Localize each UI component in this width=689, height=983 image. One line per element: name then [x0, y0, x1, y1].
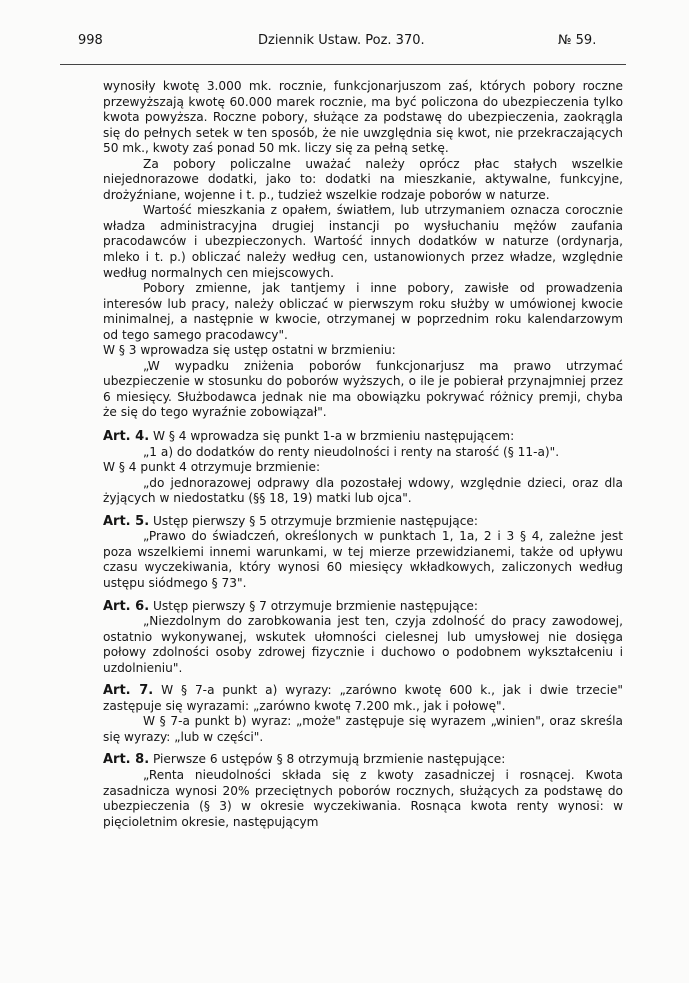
paragraph [103, 343, 623, 359]
paragraph [103, 529, 623, 591]
paragraph-text: Za pobory policzalne uważać należy oprócz płac stałych wszelkie niejednorazowe dodatki, jako to: dodatki na mieszkanie, aktywalne, funkcyjne, drożyźniane, wojenne i t. p., tudzież wszelkie rodzaje poborów w naturze. [103, 156, 623, 202]
paragraph [103, 460, 623, 476]
paragraph [103, 203, 623, 281]
paragraph-text: W § 4 punkt 4 otrzymuje brzmienie: [103, 460, 321, 475]
issue-number: № 59. [558, 33, 597, 48]
paragraph-text: Pierwsze 6 ustępów § 8 otrzymują brzmienie następujące: [149, 752, 506, 767]
journal-title: Dziennik Ustaw. Poz. 370. [258, 33, 425, 48]
paragraph-text: Ustęp pierwszy § 7 otrzymuje brzmienie następujące: [149, 598, 478, 613]
page-number: 998 [78, 33, 103, 48]
paragraph-text: W § 4 wprowadza się punkt 1-a w brzmieniu następującem: [149, 429, 515, 444]
article-paragraph [103, 752, 623, 768]
paragraph [103, 359, 623, 421]
article-paragraph [103, 599, 623, 615]
paragraph-text: „Renta nieudolności składa się z kwoty zasadniczej i rosnącej. Kwota zasadnicza wynosi 20% przeciętnych poborów rocznych, służących za podstawę do ubezpieczenia (§ 3) w okresie wyczekiwania. Rosnąca kwota renty wynosi: w pięcioletnim okresie, następującym [103, 767, 623, 829]
paragraph [103, 157, 623, 204]
document-body [103, 79, 623, 830]
paragraph-text: „Niezdolnym do zarobkowania jest ten, czyja zdolność do pracy zawodowej, ostatnio wykonywanej, wskutek ułomności cielesnej lub umysłowej nie dosięga połowy zdolności osoby zdrowej fizycznie i duchowo o podobnem wykształceniu i uzdolnieniu". [103, 614, 623, 675]
page-header [0, 0, 689, 60]
paragraph [103, 476, 623, 507]
article-label: Art. 4. [103, 429, 150, 445]
paragraph [103, 614, 623, 676]
header-rule [60, 64, 626, 65]
article-paragraph [103, 683, 623, 714]
article-label: Art. 7. [103, 683, 154, 699]
paragraph-text: „W wypadku zniżenia poborów funkcjonarjusz ma prawo utrzymać ubezpieczenie w stosunku do poborów wyższych, o ile je pobierał przynajmniej przez 6 miesięcy. Służbodawca jednak nie ma obowiązku pokrywać różnicy premji, chyba że się do tego wyraźnie zobowiązał". [103, 358, 623, 420]
article-label: Art. 8. [103, 752, 150, 768]
paragraph-text: wynosiły kwotę 3.000 mk. rocznie, funkcjonarjuszom zaś, których pobory roczne przewyższają kwotę 60.000 marek rocznie, ma być policzona do ubezpieczenia tylko kwota powyższa. Roczne pobory, służące za podstawę do ubezpieczenia, zaokrągla się do pełnych setek w ten sposób, że nie uwzględnia się kwot, nie przekraczających 50 mk., kwoty zaś ponad 50 mk. liczy się za pełną setkę. [103, 79, 623, 156]
paragraph-text: Pobory zmienne, jak tantjemy i inne pobory, zawisłe od prowadzenia interesów lub pracy, należy obliczać w pierwszym roku służby w umówionej kwocie minimalnej, a następnie w kwocie, otrzymanej w poprzednim roku kalendarzowym od tego samego pracodawcy". [103, 281, 623, 342]
paragraph-text: Wartość mieszkania z opałem, światłem, lub utrzymaniem oznacza corocznie władza administracyjna drugiej instancji po wysłuchaniu mężów zaufania pracodawców i ubezpieczonych. Wartość innych dodatków w naturze (ordynarja, mleko i t. p.) obliczać należy według cen, ustanowionych przez władze, względnie według normalnych cen miejscowych. [103, 203, 623, 280]
paragraph-text: W § 3 wprowadza się ustęp ostatni w brzmieniu: [103, 343, 396, 358]
paragraph-text: W § 7-a punkt b) wyraz: „może" zastępuje się wyrazem „winien", oraz skreśla się wyrazy: „lub w części". [103, 714, 623, 744]
paragraph-text: „Prawo do świadczeń, określonych w punktach 1, 1a, 2 i 3 § 4, zależne jest poza wszelkiemi innemi warunkami, w tej mierze przewidzianemi, także od upływu czasu wyczekiwania, który wynosi 60 miesięcy wkładkowych, zaliczonych według ustępu siódmego § 73". [103, 529, 623, 590]
paragraph-text: „1 a) do dodatków do renty nieudolności i renty na starość (§ 11-a)". [143, 444, 560, 459]
paragraph [103, 714, 623, 745]
article-paragraph [103, 514, 623, 530]
paragraph-text: W § 7-a punkt a) wyrazy: „zarówno kwotę 600 k., jak i dwie trzecie" zastępuje się wyrazami: „zarówno kwotę 7.200 mk., jak i połowę". [103, 683, 623, 713]
paragraph-text: „do jednorazowej odprawy dla pozostałej wdowy, względnie dzieci, oraz dla żyjących w niedostatku (§§ 18, 19) matki lub ojca". [103, 475, 623, 506]
article-label: Art. 5. [103, 513, 150, 529]
paragraph [103, 281, 623, 343]
article-paragraph [103, 429, 623, 445]
paragraph [103, 768, 623, 830]
paragraph [103, 445, 623, 461]
article-label: Art. 6. [103, 598, 150, 614]
paragraph-text: Ustęp pierwszy § 5 otrzymuje brzmienie następujące: [149, 513, 478, 528]
paragraph [103, 79, 623, 157]
